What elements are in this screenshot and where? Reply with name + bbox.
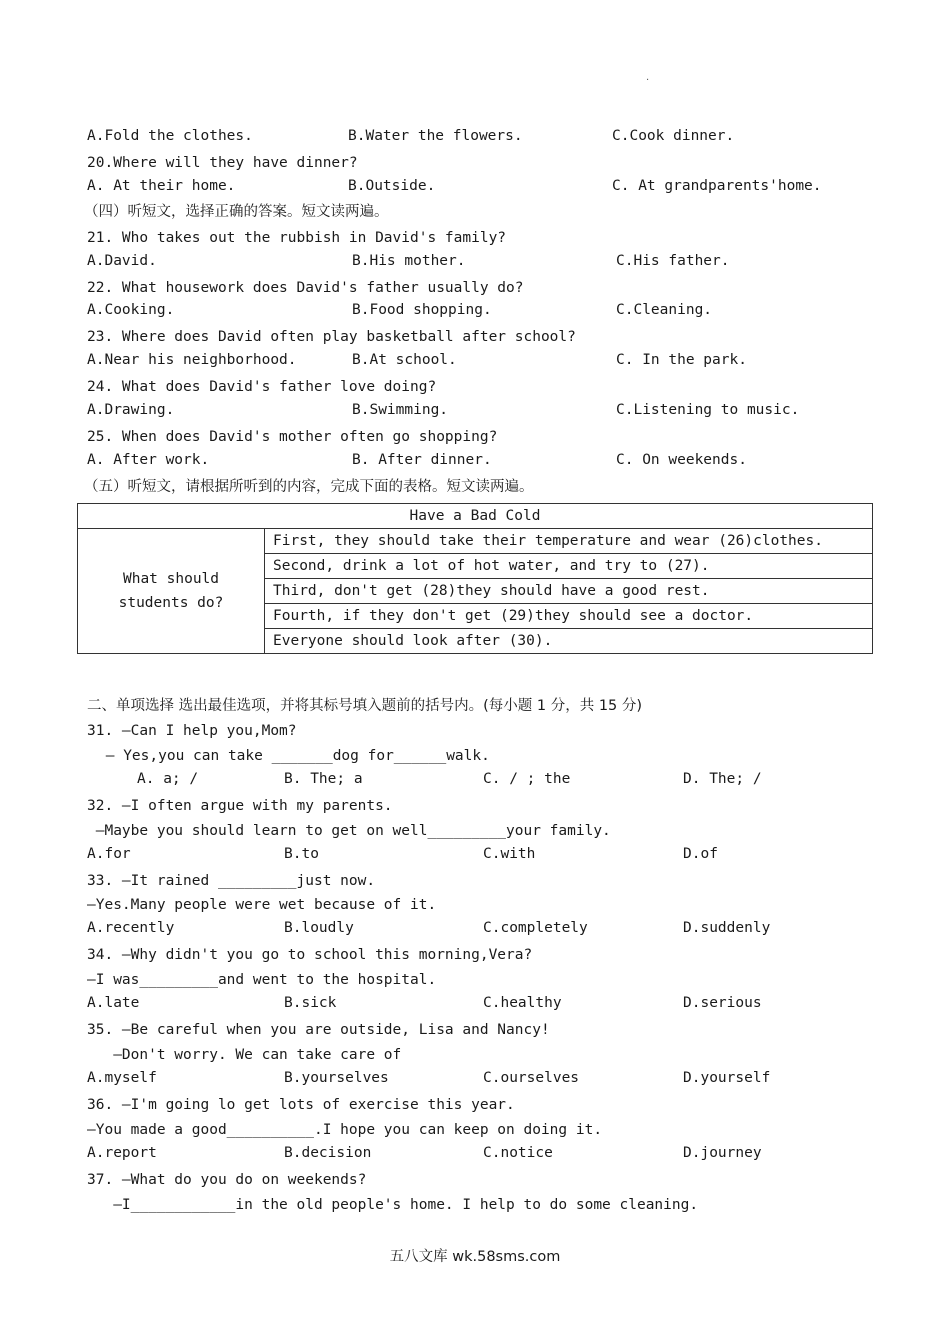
q35-option-b: B.yourselves <box>284 1070 389 1086</box>
q23-option-b: B.At school. <box>352 352 457 368</box>
q35-option-a: A.myself <box>87 1070 157 1086</box>
q24-option-b: B.Swimming. <box>352 402 449 418</box>
q32-option-b: B.to <box>284 846 319 862</box>
q37-line1: 37. —What do you do on weekends? <box>87 1172 367 1188</box>
q31-line2: — Yes,you can take _______dog for______walk. <box>97 748 490 764</box>
q36-option-d: D.journey <box>683 1145 762 1161</box>
q35-option-d: D.yourself <box>683 1070 771 1086</box>
q34-option-a: A.late <box>87 995 140 1011</box>
q23-stem: 23. Where does David often play basketball after school? <box>87 329 576 345</box>
q31-option-d: D. The; / <box>683 771 762 787</box>
q23-option-c: C. In the park. <box>616 352 747 368</box>
q31-option-b: B. The; a <box>284 771 363 787</box>
q32-line1: 32. —I often argue with my parents. <box>87 798 393 814</box>
table-left-label: What should students do? <box>78 529 265 654</box>
q19-option-b: B.Water the flowers. <box>348 128 523 144</box>
q33-line1: 33. —It rained _________just now. <box>87 873 376 889</box>
q32-line2: —Maybe you should learn to get on well_________your family. <box>87 823 611 839</box>
q33-option-d: D.suddenly <box>683 920 771 936</box>
table-cell: Third, don't get (28)they should have a good rest. <box>265 579 873 604</box>
q20-stem: 20.Where will they have dinner? <box>87 155 358 171</box>
q32-option-a: A.for <box>87 846 131 862</box>
q36-option-b: B.decision <box>284 1145 372 1161</box>
table-cell: Second, drink a lot of hot water, and try to (27). <box>265 554 873 579</box>
q35-line1: 35. —Be careful when you are outside, Lisa and Nancy! <box>87 1022 550 1038</box>
q25-option-b: B. After dinner. <box>352 452 492 468</box>
table-cell: First, they should take their temperature and wear (26)clothes. <box>265 529 873 554</box>
q34-option-c: C.healthy <box>483 995 562 1011</box>
q20-option-a: A. At their home. <box>87 178 236 194</box>
table-row <box>78 529 873 554</box>
table-row <box>78 504 873 529</box>
q19-option-a: A.Fold the clothes. <box>87 128 253 144</box>
footer-watermark[interactable]: 五八文库 wk.58sms.com <box>389 1249 561 1265</box>
q36-line2: —You made a good__________.I hope you can keep on doing it. <box>87 1122 603 1138</box>
q23-option-a: A.Near his neighborhood. <box>87 352 297 368</box>
q22-option-b: B.Food shopping. <box>352 302 492 318</box>
q20-option-c: C. At grandparents'home. <box>612 178 822 194</box>
q21-option-c: C.His father. <box>616 253 730 269</box>
listening-table <box>77 503 873 654</box>
table-cell: Everyone should look after (30). <box>265 629 873 654</box>
q34-line1: 34. —Why didn't you go to school this morning,Vera? <box>87 947 533 963</box>
q25-stem: 25. When does David's mother often go shopping? <box>87 429 498 445</box>
q37-line2: —I____________in the old people's home. I help to do some cleaning. <box>87 1197 699 1213</box>
q25-option-c: C. On weekends. <box>616 452 747 468</box>
q36-line1: 36. —I'm going lo get lots of exercise this year. <box>87 1097 515 1113</box>
q33-option-a: A.recently <box>87 920 175 936</box>
table-title: Have a Bad Cold <box>78 504 873 529</box>
q25-option-a: A. After work. <box>87 452 210 468</box>
section4-heading: （四）听短文，选择正确的答案。短文读两遍。 <box>84 204 389 220</box>
q35-line2: —Don't worry. We can take care of <box>87 1047 402 1063</box>
q22-option-c: C.Cleaning. <box>616 302 713 318</box>
q20-option-b: B.Outside. <box>348 178 436 194</box>
q34-line2: —I was_________and went to the hospital. <box>87 972 437 988</box>
q24-option-c: C.Listening to music. <box>616 402 800 418</box>
header-mark: . <box>646 72 650 83</box>
part2-heading: 二、单项选择 选出最佳选项，并将其标号填入题前的括号内。(每小题 1 分，共 15 分) <box>87 698 643 714</box>
q36-option-a: A.report <box>87 1145 157 1161</box>
q19-option-c: C.Cook dinner. <box>612 128 735 144</box>
q33-line2: —Yes.Many people were wet because of it. <box>87 897 437 913</box>
q35-option-c: C.ourselves <box>483 1070 580 1086</box>
q31-option-c: C. / ; the <box>483 771 571 787</box>
q24-option-a: A.Drawing. <box>87 402 175 418</box>
q21-option-a: A.David. <box>87 253 157 269</box>
q31-option-a: A. a; / <box>137 771 199 787</box>
q33-option-b: B.loudly <box>284 920 354 936</box>
q36-option-c: C.notice <box>483 1145 553 1161</box>
q33-option-c: C.completely <box>483 920 588 936</box>
q34-option-d: D.serious <box>683 995 762 1011</box>
q21-option-b: B.His mother. <box>352 253 466 269</box>
q21-stem: 21. Who takes out the rubbish in David's family? <box>87 230 507 246</box>
q24-stem: 24. What does David's father love doing? <box>87 379 437 395</box>
q31-line1: 31. —Can I help you,Mom? <box>87 723 297 739</box>
q32-option-d: D.of <box>683 846 718 862</box>
table-cell: Fourth, if they don't get (29)they should see a doctor. <box>265 604 873 629</box>
q22-option-a: A.Cooking. <box>87 302 175 318</box>
q22-stem: 22. What housework does David's father usually do? <box>87 280 524 296</box>
q32-option-c: C.with <box>483 846 536 862</box>
q34-option-b: B.sick <box>284 995 337 1011</box>
section5-heading: （五）听短文，请根据所听到的内容，完成下面的表格。短文读两遍。 <box>84 479 534 495</box>
